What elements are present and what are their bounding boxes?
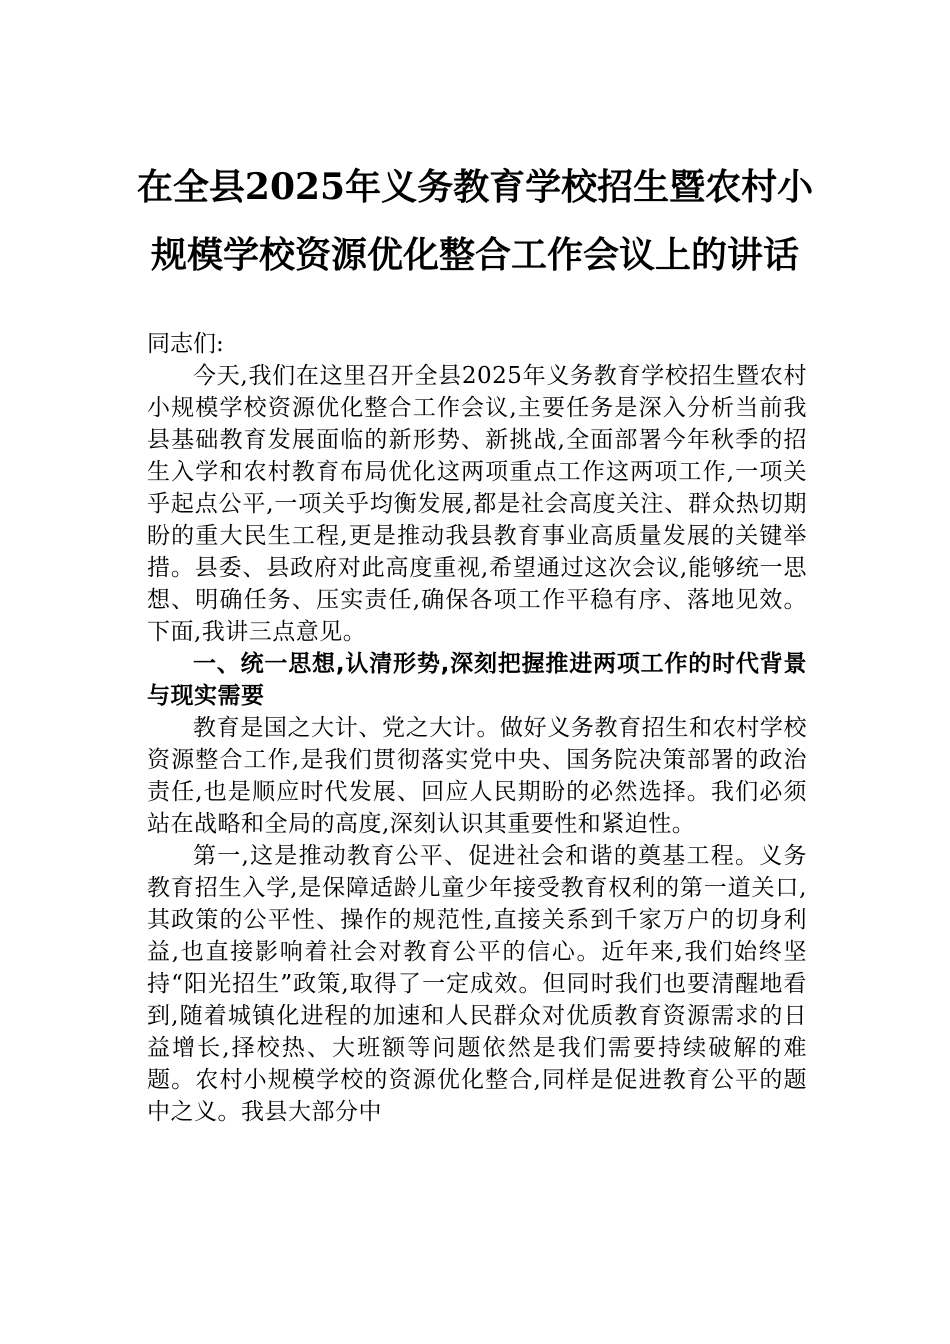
section-heading-1: 一、统一思想,认清形势,深刻把握推进两项工作的时代背景与现实需要 (147, 651, 807, 709)
document-title-line-1: 在全县2025年义务教育学校招生暨农村小 (136, 166, 814, 208)
salutation: 同志们: (147, 331, 224, 357)
paragraph-section1-intro: 教育是国之大计、党之大计。做好义务教育招生和农村学校资源整合工作,是我们贯彻落实党中央、国务院决策部署的政治责任,也是顺应时代发展、回应人民期盼的必然选择。我们必须站在战略和全局的高度,深刻认识其重要性和紧迫性。 (147, 715, 807, 837)
paragraph-first-point: 第一,这是推动教育公平、促进社会和谐的奠基工程。义务教育招生入学,是保障适龄儿童少年接受教育权利的第一道关口,其政策的公平性、操作的规范性,直接关系到千家万户的切身利益,也直接影响着社会对教育公平的信心。近年来,我们始终坚持“阳光招生”政策,取得了一定成效。但同时我们也要清醒地看到,随着城镇化进程的加速和人民群众对优质教育资源需求的日益增长,择校热、大班额等问题依然是我们需要持续破解的难题。农村小规模学校的资源优化整合,同样是促进教育公平的题中之义。我县大部分中 (147, 843, 807, 1125)
paragraph-intro: 今天,我们在这里召开全县2025年义务教育学校招生暨农村小规模学校资源优化整合工作会议,主要任务是深入分析当前我县基础教育发展面临的新形势、新挑战,全面部署今年秋季的招生入学和农村教育布局优化这两项重点工作这两项工作,一项关乎起点公平,一项关乎均衡发展,都是社会高度关注、群众热切期盼的重大民生工程,更是推动我县教育事业高质量发展的关键举措。县委、县政府对此高度重视,希望通过这次会议,能够统一思想、明确任务、压实责任,确保各项工作平稳有序、落地见效。下面,我讲三点意见。 (147, 363, 807, 645)
document-body (147, 360, 807, 1128)
document-title-line-2: 规模学校资源优化整合工作会议上的讲话 (150, 234, 799, 276)
